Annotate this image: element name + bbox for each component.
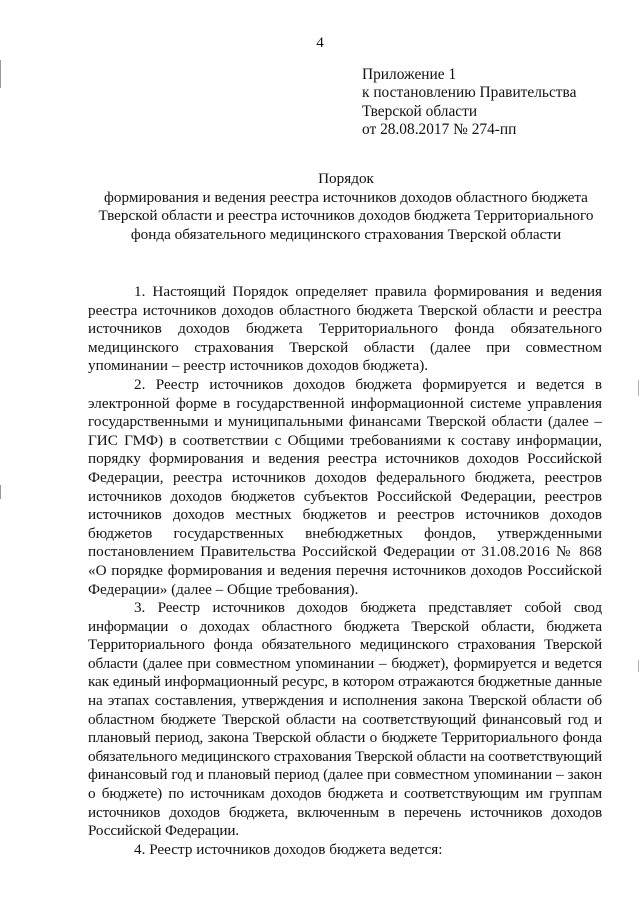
paragraph-2: 2. Реестр источников доходов бюджета формируется и ведется в электронной форме в государственной информационной системе управления государственными и муниципальными финансами Тверской области (далее – ГИС ГМФ) в соответствии с Общими требованиями к составу информации, порядку формирования и ведения реестра источников доходов Российской Федерации, реестра источников доходов федерального бюджета, реестров источников доходов бюджетов субъектов Российской Федерации, реестров источников доходов местных бюджетов и реестров источников доходов бюджетов государственных внебюджетных фондов, утвержденными постановлением Правительства Российской Федерации от 31.08.2016 № 868 «О порядке формирования и ведения перечня источников доходов Российской Федерации» (далее – Общие требования). (88, 375, 602, 598)
title-line: формирования и ведения реестра источников доходов областного бюджета (104, 188, 588, 206)
document-title (86, 170, 606, 244)
page-number: 4 (316, 34, 324, 51)
appendix-line: к постановлению Правительства (362, 84, 577, 102)
document-body (88, 283, 602, 859)
scan-left-edge-mark (0, 485, 1, 499)
appendix-line: от 28.08.2017 № 274-пп (362, 121, 517, 139)
paragraph-4: 4. Реестр источников доходов бюджета ведется: (134, 840, 443, 858)
title-line: фонда обязательного медицинского страхования Тверской области (130, 225, 562, 243)
appendix-line: Тверской области (362, 102, 478, 120)
appendix-block (362, 66, 632, 140)
paragraph-3: 3. Реестр источников доходов бюджета представляет собой свод информации о доходах областного бюджета Тверской области, бюджета Территориального фонда обязательного медицинского страхования Тверской области (далее при совместном упоминании – бюджет), формируется и ведется как единый информационный ресурс, в котором отражаются бюджетные данные на этапах составления, утверждения и исполнения закона Тверской области об областном бюджете Тверской области на соответствующий финансовый год и плановый период, закона Тверской области о бюджете Территориального фонда обязательного медицинского страхования Тверской области на соответствующий финансовый год и плановый период (далее при совместном упоминании – закон о бюджете) по источникам доходов бюджета и соответствующим им группам источников доходов бюджета, включенным в перечень источников доходов Российской Федерации. (88, 599, 602, 840)
scan-right-edge-mark (638, 660, 639, 672)
paragraph-1: 1. Настоящий Порядок определяет правила формирования и ведения реестра источников доходов областного бюджета Тверской области и реестра источников доходов бюджета Территориального фонда обязательного медицинского страхования Тверской области (далее при совместном упоминании – реестр источников доходов бюджета). (88, 283, 602, 375)
title-line: Порядок (318, 170, 374, 187)
appendix-line: Приложение 1 (362, 66, 457, 83)
title-line: Тверской области и реестра источников доходов бюджета Территориального (98, 207, 594, 225)
scan-right-edge-mark (638, 380, 639, 396)
scan-left-edge-mark (0, 60, 1, 88)
